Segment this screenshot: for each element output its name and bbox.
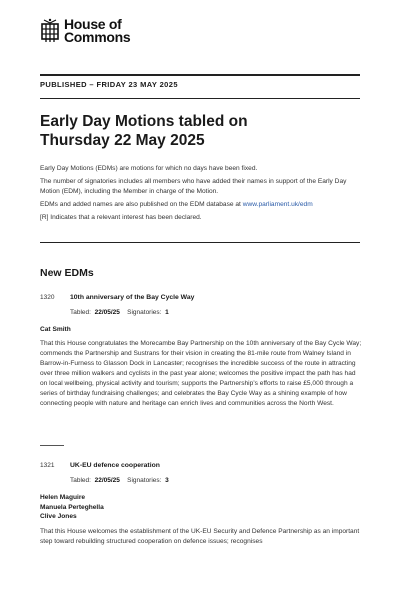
title-line-2: Thursday 22 May 2025 (40, 132, 205, 149)
signatories-label: Signatories: (127, 309, 162, 316)
signatories-count: 1 (165, 309, 169, 316)
interest-note: [R] Indicates that a relevant interest has been declared. (40, 214, 202, 221)
section-rule (40, 242, 360, 243)
intro-paragraph: Early Day Motions (EDMs) are motions for which no days have been fixed. (40, 165, 258, 172)
edm-database-link[interactable]: www.parliament.uk/edm (242, 201, 313, 208)
logo-line-2: Commons (64, 29, 131, 45)
tabled-label: Tabled: (70, 477, 91, 484)
sponsor-name: Manuela Perteghella (40, 503, 104, 511)
edm-sponsors (40, 493, 104, 522)
edm-title: 10th anniversary of the Bay Cycle Way (70, 294, 195, 301)
edm-meta (70, 309, 169, 316)
edm-sponsors (40, 325, 71, 335)
signatories-label: Signatories: (127, 477, 162, 484)
tabled-date: 22/05/25 (94, 477, 120, 484)
edm-number: 1321 (40, 462, 55, 469)
intro-link-prefix: EDMs and added names are also published on the EDM database at (40, 201, 243, 208)
published-date: PUBLISHED – FRIDAY 23 MAY 2025 (40, 80, 178, 89)
published-rule (40, 98, 360, 99)
signatories-count: 3 (165, 477, 169, 484)
house-of-commons-logo (40, 18, 130, 46)
logo-line-1: House of (64, 16, 122, 32)
edm-divider (40, 445, 64, 446)
sponsor-name: Helen Maguire (40, 494, 86, 501)
intro-text (40, 164, 362, 226)
intro-paragraph: The number of signatories includes all members who have added their names in support of the Early Day Motion (EDM), including the Member in charge of the Motion. (40, 178, 347, 195)
tabled-label: Tabled: (70, 309, 91, 316)
sponsor-name: Clive Jones (40, 513, 77, 520)
top-rule (40, 74, 360, 76)
sponsor-name: Cat Smith (40, 326, 71, 333)
intro-paragraph (40, 200, 362, 210)
tabled-date: 22/05/25 (94, 309, 120, 316)
page-title (40, 112, 360, 150)
edm-meta (70, 477, 169, 484)
portcullis-icon (40, 18, 60, 46)
section-heading: New EDMs (40, 267, 94, 279)
edm-number: 1320 (40, 294, 55, 301)
edm-title: UK-EU defence cooperation (70, 462, 160, 469)
title-line-1: Early Day Motions tabled on (40, 113, 248, 130)
edm-text: That this House welcomes the establishment of the UK-EU Security and Defence Partnership as an important step toward rebuilding structured cooperation on defence issues; recognises (40, 528, 360, 545)
edm-text: That this House congratulates the Morecambe Bay Partnership on the 10th anniversary of the Bay Cycle Way; commends the Partnership and Sustrans for their vision in creating the 81-mile route from Walney Island in Barrow-in-Furness to Glasson Dock in Lancaster; recognises the incredible success of the route in attracting over three million walkers and cyclists in the past year alone; welcomes the positive impact the path has had on local wellbeing, physical activity and tourism; supports the Partnership’s efforts to raise £5,000 through a series of birthday fundraising challenges; and celebrates the Bay Cycle Way as a shining example of how connecting people with nature and heritage can enrich lives and communities across the North West. (40, 340, 362, 407)
